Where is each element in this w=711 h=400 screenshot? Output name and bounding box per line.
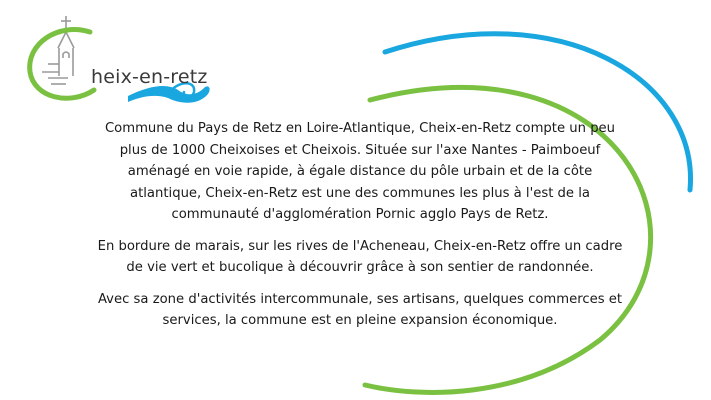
main-content <box>95 118 625 342</box>
paragraph-marais: En bordure de marais, sur les rives de l'Acheneau, Cheix-en-Retz offre un cadre de vie vert et bucolique à découvrir grâce à son sentier de randonnée. <box>97 238 623 275</box>
paragraph-economy: Avec sa zone d'activités intercommunale, ses artisans, quelques commerces et services, la commune est en pleine expansion économique. <box>97 291 623 328</box>
logo-graphic <box>18 14 218 114</box>
paragraph-intro: Commune du Pays de Retz en Loire-Atlantique, Cheix-en-Retz compte un peu plus de 1000 Cheixoises et Cheixois. Située sur l'axe Nantes - Paimboeuf aménagé en voie rapide, à égale distance du pôle urbain et de la côte atlantique, Cheix-en-Retz est une des communes les plus à l'est de la communauté d'agglomération Pornic agglo Pays de Retz. <box>104 121 616 222</box>
church-icon <box>42 16 74 84</box>
logo <box>18 14 218 114</box>
logo-text: heix-en-retz <box>91 66 208 88</box>
